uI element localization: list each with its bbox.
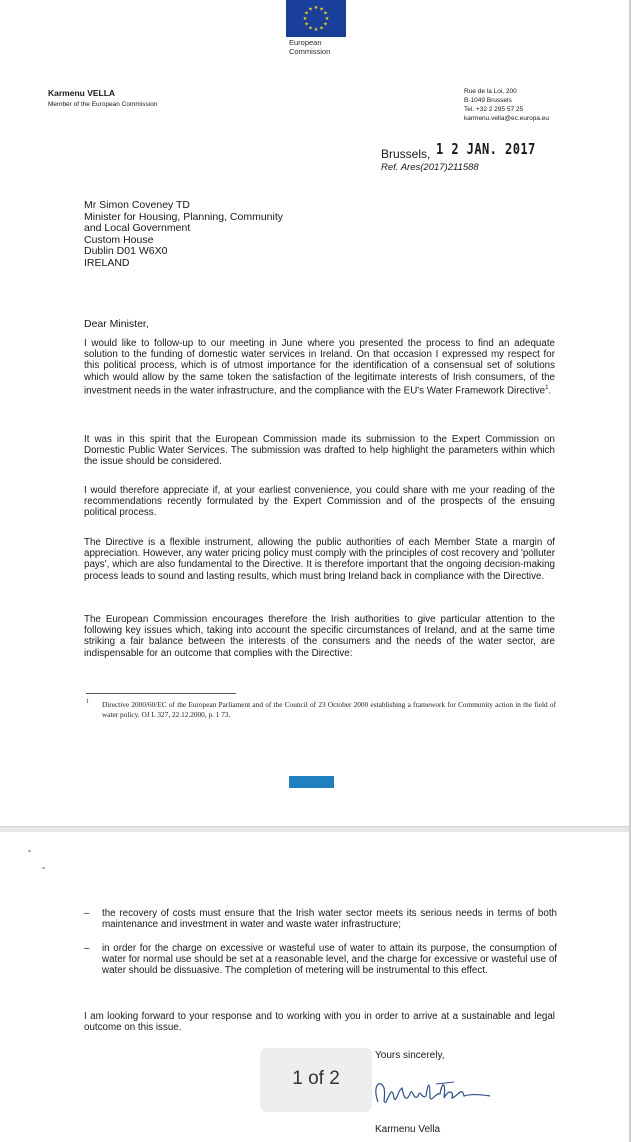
address-line: karmenu.vella@ec.europa.eu — [464, 115, 550, 122]
star-icon: ★ — [304, 21, 309, 28]
star-icon: ★ — [302, 16, 308, 22]
body-paragraph — [84, 338, 555, 396]
place-label: Brussels, — [381, 147, 431, 161]
footnote-reference: 1 — [545, 384, 549, 391]
recipient-line: and Local Government — [84, 222, 191, 235]
address-line: Tel. +32 2 295 57 25 — [464, 106, 524, 113]
list-item-text: the recovery of costs must ensure that the Irish water sector meets its serious needs in terms of both maintenance and investment in water and waste water infrastructure; — [102, 908, 557, 931]
signature-stroke — [376, 1084, 490, 1103]
closing-paragraph: I am looking forward to your response and to working with you in order to arrive at a sustainable and legal outcome on this issue. — [84, 1011, 555, 1034]
letter-date-stamp: 1 2 JAN. 2017 — [436, 140, 536, 158]
star-icon: ★ — [323, 10, 328, 17]
salutation: Dear Minister, — [84, 318, 149, 330]
reference-number: Ref. Ares(2017)211588 — [381, 162, 479, 173]
recipient-line: Dublin D01 W6X0 — [84, 245, 168, 258]
list-item — [84, 908, 557, 930]
bullet-dash: – — [84, 943, 90, 954]
sentence-end: . — [548, 385, 552, 397]
star-icon: ★ — [308, 6, 313, 13]
handwritten-signature — [370, 1072, 498, 1112]
star-icon: ★ — [319, 6, 324, 13]
institution-name — [289, 38, 330, 56]
star-icon: ★ — [313, 5, 319, 11]
recipient-line: IRELAND — [84, 256, 130, 269]
recipient-line: Mr Simon Coveney TD — [84, 199, 191, 211]
sender-address — [464, 87, 549, 123]
star-icon: ★ — [319, 25, 324, 32]
eu-stars-icon — [286, 0, 346, 37]
scan-speck — [42, 867, 45, 869]
list-item — [84, 943, 557, 977]
page-indicator-text: 1 of 2 — [292, 1068, 340, 1089]
footnote — [86, 700, 556, 719]
recipient-block — [84, 200, 283, 270]
body-paragraph: I would therefore appreciate if, at your earliest convenience, you could share with me your reading of the recommendations recently formulated by the Expert Commission and of the prospects of the ensuing political process. — [84, 485, 555, 519]
author-name: Karmenu VELLA — [48, 88, 116, 98]
body-paragraph: The Directive is a flexible instrument, allowing the public authorities of each Member State a margin of appreciation. However, any water pricing policy must comply with the principles of cost recovery and 'polluter pays', which are also fundamental to the Directive. It is therefore important that the ongoing decision-making process leads to sound and lasting results, which must bring Ireland back in compliance with the Directive. — [84, 537, 555, 582]
address-line: Rue de la Loi, 200 — [464, 88, 517, 95]
page-footer-bar — [289, 776, 334, 788]
footnote-number: 1 — [86, 699, 89, 705]
footnote-text: Directive 2000/60/EC of the European Parliament and of the Council of 23 October 2000 establishing a framework for Community action in the field of water policy. OJ L 327, 22.12.2000, p. 1 73. — [102, 700, 556, 719]
body-paragraph: It was in this spirit that the European Commission made its submission to the Expert Commission on Domestic Public Water Services. The submission was drafted to help highlight the parameters within which the issue should be considered. — [84, 434, 555, 468]
recipient-line: Custom House — [84, 233, 154, 246]
signer-name: Karmenu Vella — [375, 1124, 441, 1135]
footnote-divider — [86, 693, 236, 694]
author-role: Member of the European Commission — [48, 101, 158, 108]
address-line: B-1049 Brussels — [464, 97, 512, 104]
star-icon: ★ — [323, 21, 328, 28]
eu-flag-logo — [286, 0, 346, 37]
star-icon: ★ — [308, 25, 313, 32]
bullet-dash: – — [84, 908, 90, 919]
paragraph-text: I would like to follow-up to our meeting in June where you presented the process to find an adequate solution to the funding of domestic water services in Ireland. On that occasion I expressed my respect for this political process, which is of utmost importance for the identification of a consensual set of solutions which would allow by the same token the satisfaction of the legitimate interests of Irish consumers, of the investment needs in the water infrastructure, and the compliance with the EU's Water Framework Directive — [84, 338, 555, 397]
star-icon: ★ — [324, 16, 330, 22]
body-paragraph: The European Commission encourages therefore the Irish authorities to give particular attention to the following key issues which, taking into account the specific circumstances of Ireland, and at the same time striking a fair balance between the interests of the consumers and the needs of the water sector, are indispensable for an outcome that complies with the Directive: — [84, 614, 555, 659]
list-item-text: in order for the charge on excessive or wasteful use of water to attain its purpose, the consumption of water for normal use should be set at a reasonable level, and the charge for excessive or wasteful use of water should be dissuasive. The completion of metering will be instrumental to this effect. — [102, 943, 557, 977]
signature-stroke — [436, 1082, 454, 1084]
scan-speck — [28, 850, 31, 852]
valediction: Yours sincerely, — [375, 1050, 445, 1061]
star-icon: ★ — [304, 10, 309, 17]
institution-line: Commission — [289, 47, 331, 56]
star-icon: ★ — [313, 27, 319, 33]
recipient-line: Minister for Housing, Planning, Community — [84, 210, 283, 223]
institution-line: European — [289, 38, 322, 47]
